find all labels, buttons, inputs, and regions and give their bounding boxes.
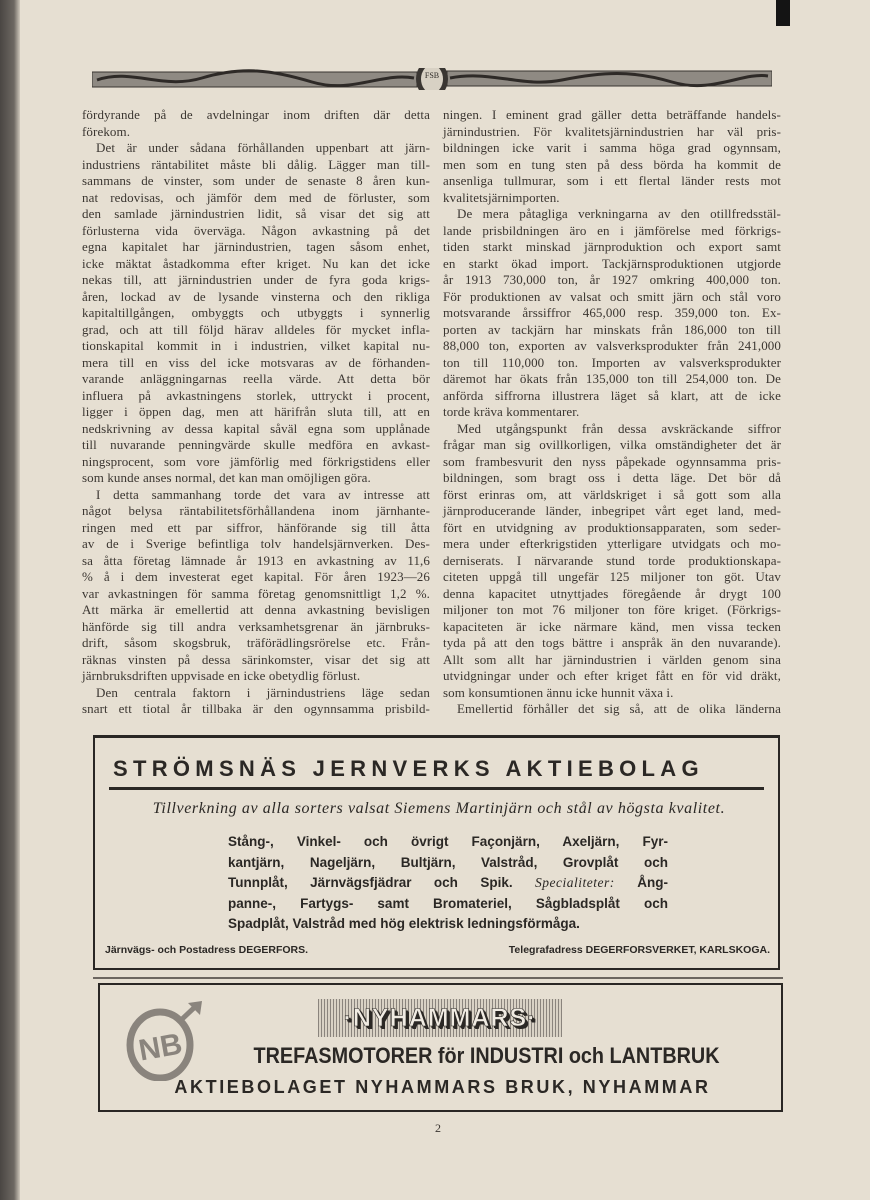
specialties-start: Ång-: [637, 875, 668, 890]
text-line: räknas vinsten på dessa särinkomster, visar det sig att: [82, 651, 430, 667]
ad-body-line: Stång-, Vinkel- och övrigt Façonjärn, Axeljärn, Fyr-: [228, 834, 668, 849]
article-right-column: [443, 107, 781, 718]
scan-edge: [0, 0, 20, 1200]
text-line: 88,000 ton, exporten av valsverksprodukter från 241,000: [443, 338, 781, 353]
text-line: sa åtta företag lämnade år 1913 en avkastning av 11,6: [82, 552, 430, 568]
ad-product-list: [228, 832, 668, 935]
text-line: mera under efterkrigstiden ytterligare utvidgats och mo-: [443, 536, 781, 551]
text-line: lande prisbildningen äro en i jämförelse med förkrigs-: [443, 222, 781, 238]
text-line: järnindustrien. För kvalitetsjärnindustrien har väl pris-: [443, 123, 781, 139]
paragraph: [82, 107, 430, 140]
divider-rule: [93, 977, 783, 979]
paragraph: [443, 701, 781, 718]
text-line: förekom.: [82, 123, 131, 139]
text-line: tionskapital kommit in i industrien, vilket kapital nu-: [82, 338, 430, 353]
article-left-column: [82, 107, 430, 718]
text-line: ansenliga tullmurar, som i ett flertal länder rests mot: [443, 173, 781, 188]
text-line: kvalitetsjärnimporten.: [443, 189, 560, 205]
text-line: som kunde anses normal, det kan man omöjligen göra.: [82, 470, 371, 485]
text-line: ton till 110,000 ton. Importen av valsverksprodukter: [443, 354, 781, 370]
text-line: Med utgångspunkt från dessa avskräckande siffror: [457, 420, 781, 436]
text-line: anförda siffrorna illustrera läget så klart, att de icke: [443, 387, 781, 403]
text-line: kapitaltillgången, ombyggts och utbyggts i synnerlig: [82, 305, 430, 320]
text-line: den samlade järnindustrien lidit, så visar det sig att: [82, 206, 430, 221]
page-number: 2: [435, 1121, 441, 1135]
paragraph: [443, 421, 781, 702]
text-line: Allt som allt har järnindustrien i världen genom sina: [443, 651, 781, 667]
text-line: en starkt ökad import. Tackjärnsproduktionen utgjorde: [443, 255, 781, 271]
text-line: ningen. I eminent grad gäller detta beträffande handels-: [443, 107, 781, 122]
specialties-label: Specialiteter:: [535, 875, 615, 890]
text-line: Att märka är emellertid att denna avkastning bevisligen: [82, 602, 430, 617]
text-line: porten av tackjärn har minskats från 186,000 ton till: [443, 321, 781, 337]
text-line: Den centrala faktorn i järnindustriens läge sedan: [96, 684, 430, 700]
ad-tagline: TREFASMOTORER för INDUSTRI och LANTBRUK: [253, 1043, 720, 1068]
text-line: snart ett tiotal år tillbaka är den ogynnsamma prisbild-: [82, 701, 430, 716]
text-line: hänförde sig till andra verksamhetsgrenar än järnbruks-: [82, 618, 430, 634]
text-line: egna kapitalet har järnindustrien, tagen såsom enhet,: [82, 239, 430, 254]
text-line: nat redovisas, och jämför dem med de förluster, som: [82, 189, 430, 205]
text-line: ningsprocent, som vore jämförlig med förkrigstidens eller: [82, 453, 430, 469]
text-line: tyda på att den togs bättre i anspråk än den nuvarande).: [443, 635, 781, 650]
text-line: icke mäktat åstadkomma efter kriget. Nu kan det icke: [82, 255, 430, 271]
text-line: citeten uppgå till ungefär 125 miljoner ton göt. Utav: [443, 569, 781, 584]
ad-title: STRÖMSNÄS JERNVERKS AKTIEBOLAG: [113, 756, 704, 781]
text-line: tiden starkt minskad järnproduktion och export samt: [443, 239, 781, 254]
ad-body-line: kantjärn, Nageljärn, Bultjärn, Valstråd, Grovplåt och: [228, 854, 668, 870]
text-line: åren, lockad av de lysande vinsterna och den rikliga: [82, 288, 430, 304]
text-line: influera på avkastningens storlek, uttryckt i procent,: [82, 387, 430, 403]
ad-subtitle: Tillverkning av alla sorters valsat Siemens Martinjärn och stål av högsta kvalitet.: [152, 800, 726, 817]
text-line: För produktionen av valsat och smitt järn och stål voro: [443, 288, 781, 304]
text-line: fördyrande på de avdelningar inom driften där detta: [82, 107, 430, 122]
text-line: frågar man sig ovillkorligen, vilka omständigheter det är: [443, 437, 781, 452]
postal-address: Järnvägs- och Postadress DEGERFORS.: [105, 944, 309, 956]
text-line: derniserats. I närvarande stund torde produktionskapa-: [443, 552, 781, 568]
text-line: förlusterna vida överväga. Någon avkastning på det: [82, 222, 430, 238]
advertisement-nyhammars: [98, 983, 783, 1112]
ad-body-line: panne-, Fartygs- samt Bromateriel, Sågbladsplåt och: [228, 895, 668, 911]
text-line: först erinras om, att världskriget i så gott som alla: [443, 486, 781, 502]
text-line: järnbruksdriften uppvisade en icke obetydlig förlust.: [82, 668, 361, 683]
text-line: nedskrivning av dessa kapital såväl egna som upplånade: [82, 420, 430, 436]
text-line: varande anläggningarnas reella värde. Att detta bör: [82, 371, 430, 386]
ad-company-name: AKTIEBOLAGET NYHAMMARS BRUK, NYHAMMAR: [174, 1077, 711, 1097]
text-line: var avkastningen för samma företag genomsnittligt 1,2 %.: [82, 585, 430, 601]
text-line: ringen med ett par siffror, hänförande sig till åtta: [82, 519, 430, 535]
text-line: utvidgningar under och efter kriget fått en för vid dräkt,: [443, 668, 781, 683]
text-line: däremot har ökats från 135,000 ton till 254,000 ton. De: [443, 371, 781, 386]
paragraph: [443, 107, 781, 206]
header-ornament: [92, 68, 772, 90]
text-line: torde kräva kommentarer.: [443, 404, 580, 419]
nyhammars-brand-banner: [318, 999, 562, 1037]
scan-corner-mark: [776, 0, 790, 26]
text-line: av de i Sverige befintliga tolv handelsjärnverken. Des-: [82, 536, 430, 551]
text-line: % å i dem investerat eget kapital. För åren 1923—26: [82, 569, 430, 584]
paragraph: [82, 487, 430, 685]
text-line: miljoner ton mot 76 miljoner ton före kriget. (Förkrigs-: [443, 602, 781, 617]
text-line: kapaciteten är icke närmare känd, men vissa tecken: [443, 618, 781, 634]
text-line: motsvarande årssiffror 465,000 resp. 359,000 ton. Ex-: [443, 305, 781, 320]
paragraph: [82, 140, 430, 487]
text-line: I detta sammanhang torde det vara av intresse att: [96, 486, 430, 502]
text-line: något belysa räntabilitetsförhållandena inom järnhante-: [82, 503, 430, 518]
text-line: ligger i öppen dag, men att härifrån sluta till, att en: [82, 404, 430, 419]
text-line: sammans de vinster, som under de senaste 8 åren kun-: [82, 173, 430, 188]
medallion-text: FSB: [424, 71, 440, 80]
text-line: denna kapacitet utnyttjades föregående år drygt 100: [443, 585, 781, 601]
text-line: grad, och att till följd härav alldeles för mycket infla-: [82, 321, 430, 337]
text-line: men som en tung sten på dess börda ha kommit de: [443, 156, 781, 172]
text-line: fört en utvidgning av produktionsapparaten, som seder-: [443, 519, 781, 535]
text-line: som konsumtionen ännu icke hunnit växa i.: [443, 684, 674, 700]
text-line: mera till en viss del icke motsvaras av de förhanden-: [82, 354, 430, 370]
text-line: drift, såsom skogsbruk, träförädlingsrörelse etc. Från-: [82, 635, 430, 650]
ad-title-rule: [109, 787, 764, 790]
text-line: Det är under sådana förhållanden uppenbart att järn-: [96, 140, 430, 155]
text-line: bildningen icke varit i samma höga grad ogynnsam,: [443, 140, 781, 155]
text-line: nekas till, att järnindustrien under de fyra goda krigs-: [82, 272, 430, 287]
text-line: som frambesvurit den nyss påpekade ogynnsamma pris-: [443, 453, 781, 469]
ad-body-text: Tunnplåt, Järnvägsfjädrar och Spik.: [228, 875, 513, 890]
text-line: till nuvarande penningvärde skulle medföra en avkast-: [82, 437, 430, 452]
ad-body-line: Spadplåt, Valstråd med hög elektrisk ledningsförmåga.: [228, 916, 580, 931]
text-line: Emellertid förhåller det sig så, att de olika länderna: [457, 701, 781, 716]
paragraph: [82, 685, 430, 718]
text-line: år 1913 730,000 ton, år 1927 omkring 400,000 ton.: [443, 272, 781, 287]
nb-logo: [124, 1001, 204, 1081]
brand-name: ·NYHAMMARS·: [343, 1003, 537, 1032]
paragraph: [443, 206, 781, 421]
logo-text: NB: [136, 1027, 185, 1068]
telegraph-address: Telegrafadress DEGERFORSVERKET, KARLSKOGA.: [508, 944, 770, 956]
advertisement-stromsnas: [93, 735, 780, 970]
text-line: bildningen, som bragt oss i detta läge. Det bör då: [443, 470, 781, 485]
text-line: De mera påtagliga verkningarna av den otillfredsstäl-: [457, 206, 781, 221]
text-line: järnproducerande länder, inbegripet vårt eget land, med-: [443, 503, 781, 518]
ad-body-line: [228, 873, 668, 894]
text-line: industriens räntabilitet måste bli dålig. Lägger man till-: [82, 156, 430, 172]
